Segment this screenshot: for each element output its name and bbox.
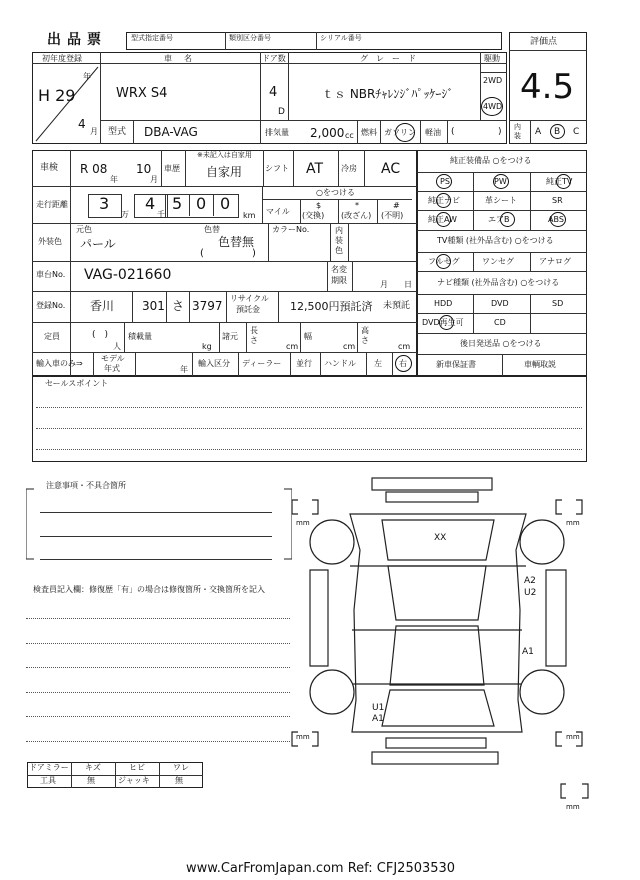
interior-b: B (554, 127, 561, 137)
tv-fullseg-circle (436, 254, 451, 269)
mm-label-bottom: mm (566, 803, 580, 811)
mileage-unit-1k: 千 (157, 210, 165, 219)
navi-dvd-play-circle (439, 315, 454, 330)
mileage-digit-3: 5 (172, 194, 183, 213)
history-value: 自家用 (206, 165, 243, 179)
model-cert-label: 型式指定番号 (131, 34, 173, 42)
drive-4wd-circle (481, 97, 503, 116)
disp-label: 排気量 (265, 128, 289, 137)
first-reg-label: 初年度登録 (42, 54, 82, 63)
mark-u2: U2 (524, 588, 537, 598)
handle-right: 右 (399, 359, 407, 368)
capacity-label: 定員 (44, 332, 60, 341)
repaint-label: 色替 (204, 225, 220, 234)
import-dealer: ディーラー (242, 359, 282, 368)
mileage-exchange-mark: $ (316, 201, 322, 210)
history-label: 車歴 (164, 164, 180, 173)
repaint-paren-open: ( (200, 248, 204, 259)
width-label: 幅 (304, 332, 312, 341)
chassis-number: VAG-021660 (84, 267, 172, 283)
mm-label-tr: mm (566, 519, 580, 527)
legend-jack-value: 無 (175, 776, 183, 785)
orig-color: パール (80, 237, 116, 251)
model-label: 型式 (108, 127, 127, 137)
mileage-unknown-mark: # (393, 201, 400, 210)
orig-color-label: 元色 (76, 225, 92, 234)
light-oil-close: ) (498, 127, 502, 137)
legend-jack: ジャッキ (118, 776, 150, 785)
registration-pref: 香川 (90, 299, 115, 313)
door-count: 4 (269, 85, 278, 100)
recycle-label: リサイクル (230, 294, 269, 303)
grade-value: ｔｓ NBRﾁｬﾚﾝｼﾞﾊﾟｯｹｰｼﾞ (322, 87, 454, 101)
drive-label: 駆動 (484, 54, 500, 63)
mileage-circle-note: ○をつける (316, 188, 355, 197)
sheet-title: 出品票 (47, 32, 107, 48)
recycle-amount: 12,500円預託済 (290, 300, 373, 313)
car-damage-diagram (290, 470, 590, 800)
expiry-month-unit: 月 (380, 280, 388, 289)
later-warranty: 新車保証書 (436, 360, 476, 369)
expiry-day-unit: 日 (404, 280, 412, 289)
equip-pw: PW (494, 177, 507, 186)
mark-a1-left: A1 (372, 714, 384, 724)
first-reg-month: 4 (78, 117, 86, 131)
drive-4wd: 4WD (483, 102, 503, 111)
color-no-label: カラーNo. (272, 225, 310, 234)
tv-analog: アナログ (539, 257, 571, 266)
serial-header-box (126, 32, 502, 50)
model-year-label: モデル (101, 354, 125, 363)
navi-dvd-play: DVD再生可 (422, 318, 464, 327)
tv-title: TV種類 (社外品含む) ○をつける (437, 236, 554, 245)
interior-label: 内 (514, 123, 521, 131)
capacity-unit: 人 (113, 342, 121, 351)
registration-kana: さ (172, 299, 185, 313)
mileage-digit-1: 3 (99, 194, 110, 213)
inspection-month: 10 (136, 162, 152, 176)
car-name: WRX S4 (116, 86, 168, 101)
equip-ps: PS (440, 177, 450, 186)
handle-label: ハンドル (324, 359, 356, 368)
light-oil-open: ( (451, 127, 455, 137)
fuel-gasoline: ガソリン (384, 128, 416, 137)
expiry-label: 名変 (331, 265, 347, 274)
height-unit: cm (398, 342, 411, 351)
grade-label: グ レ ー ド (360, 54, 416, 63)
equip-aw: 純正AW (428, 215, 457, 224)
door-label: ドア数 (262, 54, 286, 63)
equip-tv: 純正TV (546, 177, 573, 186)
inspector-label: 検査員記入欄：修復歴「有」の場合は修復箇所・交換箇所を記入 (33, 585, 265, 594)
mark-a2: A2 (524, 576, 536, 586)
inspection-label: 車検 (40, 163, 59, 173)
mm-label-bl: mm (296, 733, 310, 741)
legend-break: ワレ (173, 763, 189, 772)
equip-airbag: エアB (488, 215, 510, 224)
load-label: 積載量 (128, 332, 152, 341)
caution-label: 注意事項・不具合箇所 (46, 481, 126, 490)
navi-hdd: HDD (434, 299, 453, 308)
interior-a: A (535, 127, 542, 137)
legend-crack: ヒビ (129, 763, 145, 772)
color-label: 外装色 (38, 237, 62, 246)
equip-aw-circle (436, 212, 451, 227)
history-note: ※未記入は自家用 (197, 151, 252, 159)
handle-right-circle (395, 355, 412, 372)
sales-point-label: セールスポイント (45, 379, 109, 388)
import-only-label: 輸入車のみ⇒ (36, 359, 83, 368)
mm-label-br: mm (566, 733, 580, 741)
interior-b-circle (550, 124, 565, 139)
width-unit: cm (343, 342, 356, 351)
mark-xx: XX (434, 533, 447, 543)
interior-c: C (573, 127, 580, 137)
equip-pw-circle (493, 174, 509, 189)
first-reg-year: H 29 (38, 86, 76, 105)
capacity-paren: ( ) (92, 330, 109, 340)
registration-class: 301 (142, 299, 165, 313)
equip-abs: ABS (548, 215, 564, 224)
equip-ps-circle (436, 174, 452, 189)
model-code: DBA-VAG (144, 125, 198, 139)
serial-label: シリアル番号 (320, 34, 362, 42)
month-unit: 月 (90, 127, 98, 136)
door-type: D (278, 107, 285, 117)
tv-oneseg: ワンセグ (482, 257, 514, 266)
equip-abs-circle (550, 212, 566, 227)
mileage-unit-10k: 万 (121, 210, 129, 219)
ac-label: 冷房 (341, 164, 357, 173)
mileage-unknown: (不明) (381, 211, 404, 220)
load-unit: kg (202, 342, 212, 351)
inspection-year-unit: 年 (110, 175, 118, 184)
inspection-era: R 08 (80, 162, 108, 176)
mileage-digit-5: 0 (220, 194, 231, 213)
fuel-gasoline-circle (395, 123, 415, 142)
shift-value: AT (306, 161, 324, 177)
equip-leather: 革シート (485, 196, 517, 205)
caution-box (26, 483, 292, 565)
equip-tv-circle (556, 174, 571, 189)
mark-a1-right: A1 (522, 647, 534, 657)
detail-table (32, 150, 417, 376)
mileage-tampered-mark: * (355, 201, 359, 210)
registration-number: 3797 (192, 299, 223, 313)
bottom-bracket (560, 782, 590, 800)
equip-navi: 純正ナビ (428, 196, 460, 205)
height-label: 高 (361, 326, 369, 335)
equip-airbag-circle (500, 212, 515, 227)
score-value: 4.5 (520, 67, 575, 107)
mileage-label: 走行距離 (36, 200, 68, 209)
tv-fullseg: フルセグ (428, 257, 460, 266)
navi-dvd: DVD (491, 299, 509, 308)
mileage-digit-4: 0 (196, 194, 207, 213)
footer-ref: www.CarFromJapan.com Ref: CFJ2503530 (186, 861, 456, 876)
navi-title: ナビ種類 (社外品含む) ○をつける (437, 278, 560, 287)
mm-label-tl: mm (296, 519, 310, 527)
fuel-label: 燃料 (361, 128, 377, 137)
legend-tool: 工具 (40, 776, 56, 785)
import-parallel: 並行 (296, 359, 312, 368)
model-year-unit: 年 (180, 365, 188, 374)
dimension-label: 諸元 (222, 332, 238, 341)
year-unit: 年 (83, 72, 91, 81)
inspection-month-unit: 月 (150, 175, 158, 184)
interior-color-label: 内 (335, 226, 343, 235)
light-oil-label: 軽油 (425, 128, 441, 137)
chassis-label: 車台No. (36, 270, 66, 279)
handle-left: 左 (374, 359, 382, 368)
mileage-mile: マイル (266, 207, 290, 216)
legend-mirror: ドアミラー (29, 763, 69, 772)
disp-unit: cc (345, 131, 354, 140)
navi-sd: SD (552, 299, 564, 308)
legend-tool-value: 無 (87, 776, 95, 785)
recycle-unpaid: 未預託 (383, 301, 411, 311)
equip-navi-circle (436, 193, 451, 208)
score-label: 評価点 (530, 37, 558, 47)
category-label: 類別区分番号 (229, 34, 271, 42)
length-label: 長 (250, 326, 258, 335)
repaint-value: 色替無 (218, 235, 255, 249)
equip-sr: SR (552, 196, 563, 205)
mileage-unit: km (243, 211, 256, 220)
repaint-paren-close: ) (252, 248, 256, 259)
equip-title: 純正装備品 ○をつける (450, 156, 532, 165)
disp-value: 2,000 (310, 126, 345, 140)
import-category-label: 輸入区分 (198, 359, 230, 368)
shift-label: シフト (265, 164, 289, 173)
later-title: 後日発送品 ○をつける (460, 339, 542, 348)
mileage-digit-2: 4 (145, 194, 156, 213)
registration-label: 登録No. (36, 301, 66, 310)
car-name-label: 車 名 (164, 54, 194, 63)
drive-2wd: 2WD (483, 76, 503, 85)
legend-scratch: キズ (85, 763, 101, 772)
later-manual: 車輌取説 (524, 360, 556, 369)
length-unit: cm (286, 342, 299, 351)
ac-value: AC (381, 161, 401, 177)
mileage-exchange: (交換) (302, 211, 325, 220)
mark-u1: U1 (372, 703, 385, 713)
mileage-tampered: (改ざん) (341, 211, 372, 220)
navi-cd: CD (494, 318, 506, 327)
